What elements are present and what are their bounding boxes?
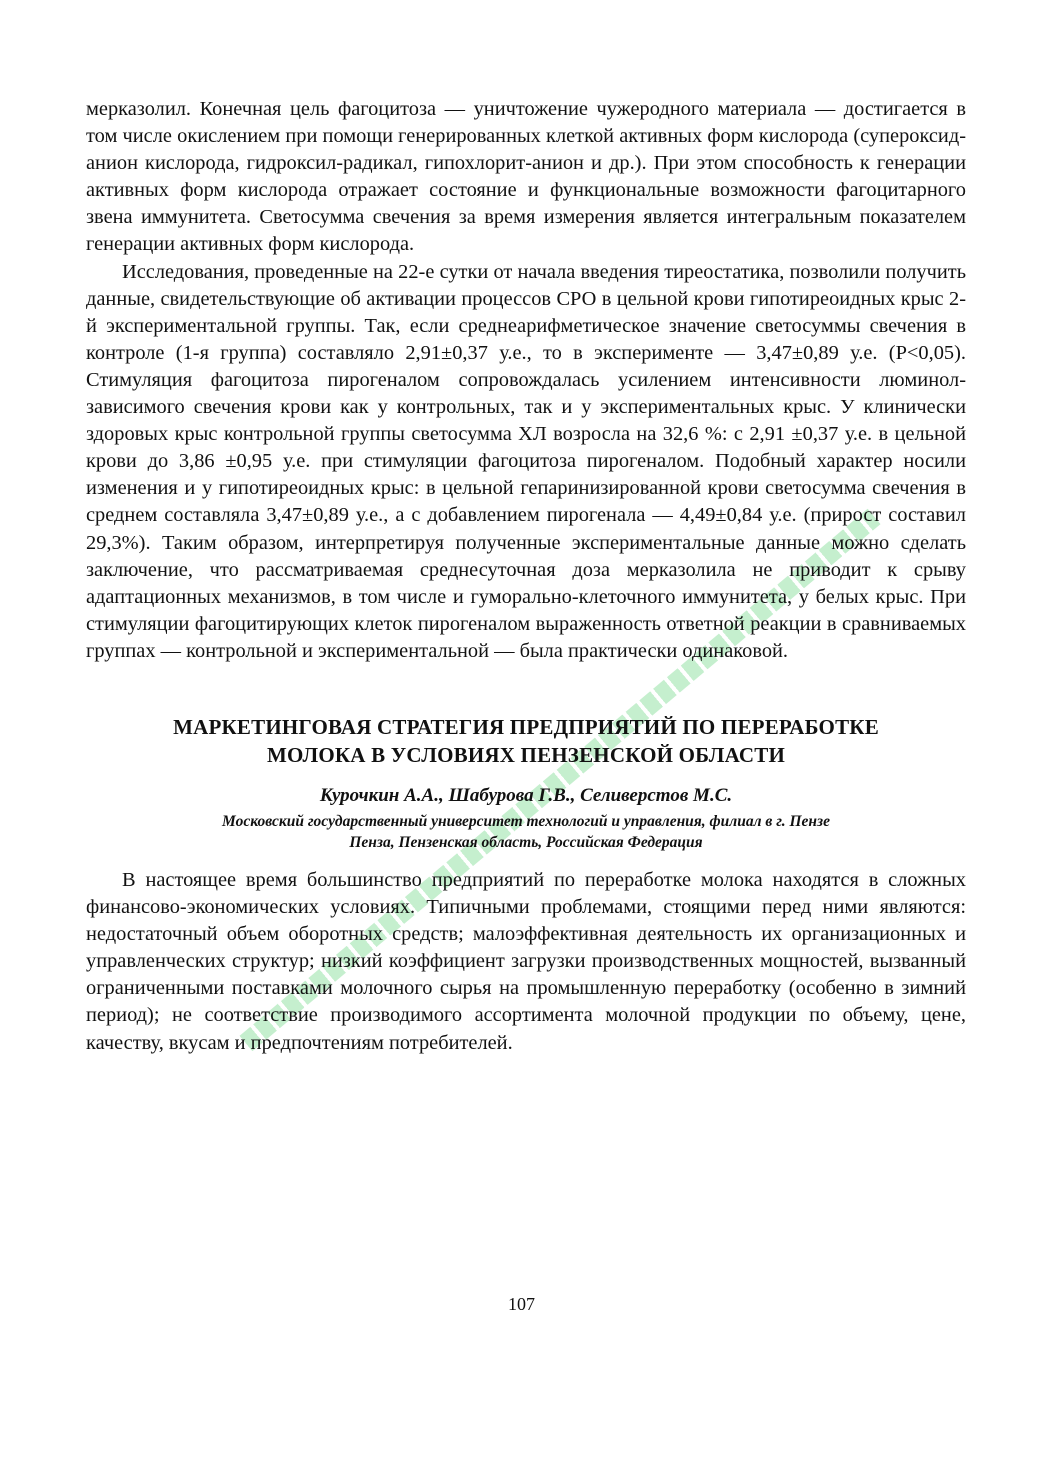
affiliation-line-1: Московский государственный университет технологий и управления, филиал в г. Пензе bbox=[222, 812, 830, 830]
paragraph-results: Исследования, проведенные на 22-е сутки от начала введения тиреостатика, позволили получить данные, свидетельствующие об активации процессов СРО в цельной крови гипотиреоидных крыс 2-й экспериментальной группы. Так, если среднеарифметическое значение светосуммы свечения в контроле (1-я группа) составляло 2,91±0,37 у.е., то в эксперименте — 3,47±0,89 у.е. (Р<0,05). Стимуляция фагоцитоза пирогеналом сопровождалась усилением интенсивности люминол-зависимого свечения крови как у контрольных, так и у экспериментальных крыс. У клинически здоровых крыс контрольной группы светосумма ХЛ возросла на 32,6 %: с 2,91 ±0,37 у.е. в цельной крови до 3,86 ±0,95 у.е. при стимуляции фагоцитоза пирогеналом. Подобный характер носили изменения и у гипотиреоидных крыс: в цельной гепаринизированной крови светосумма свечения в среднем составляла 3,47±0,89 у.е., а с добавлением пирогенала — 4,49±0,84 у.е. (прирост составил 29,3%). Таким образом, интерпретируя полученные экспериментальные данные можно сделать заключение, что рассматриваемая среднесуточная доза мерказолила не приводит к срыву адаптационных механизмов, в том числе и гуморально-клеточного иммунитета, у белых крыс. При стимуляции фагоцитирующих клеток пирогеналом выраженность ответной реакции в сравниваемых группах — контрольной и экспериментальной — была практически одинаковой. bbox=[86, 260, 966, 662]
article-authors: Курочкин А.А., Шабурова Г.В., Селиверстов М.С. bbox=[319, 784, 733, 806]
article-title-line-2: МОЛОКА В УСЛОВИЯХ ПЕНЗЕНСКОЙ ОБЛАСТИ bbox=[266, 742, 785, 767]
article-title-line-1: МАРКЕТИНГОВАЯ СТРАТЕГИЯ ПРЕДПРИЯТИЙ ПО ПЕРЕРАБОТКЕ bbox=[173, 714, 879, 739]
page-number: 107 bbox=[508, 1294, 535, 1314]
body-spacer bbox=[86, 853, 966, 867]
article-body-paragraph: В настоящее время большинство предприятий по переработке молока находятся в сложных финансово-экономических условиях. Типичными проблемами, стоящими перед ними являются: недостаточный объем оборотных средств; малоэффективная деятельность их организационных и управленческих структур; низкий коэффициент загрузки производственных мощностей, вызванный ограниченными поставками молочного сырья на промышленную переработку (особенно в зимний период); не соответствие производимого ассортимента молочной продукции по объему, цене, качеству, вкусам и предпочтениям потребителей. bbox=[86, 868, 966, 1054]
document-page bbox=[86, 96, 966, 1057]
affiliation-line-2: Пенза, Пензенская область, Российская Федерация bbox=[349, 833, 703, 851]
section-spacer bbox=[86, 665, 966, 713]
paragraph-continuation: мерказолил. Конечная цель фагоцитоза — уничтожение чужеродного материала — достигается в том числе окислением при помощи генерированных клеткой активных форм кислорода (супероксид-анион кислорода, гидроксил-радикал, гипохлорит-анион и др.). При этом способность к генерации активных форм кислорода отражает состояние и функциональные возможности фагоцитарного звена иммунитета. Светосумма свечения за время измерения является интегральным показателем генерации активных форм кислорода. bbox=[86, 98, 966, 256]
article-affiliation bbox=[86, 811, 966, 853]
article-title bbox=[86, 713, 966, 769]
